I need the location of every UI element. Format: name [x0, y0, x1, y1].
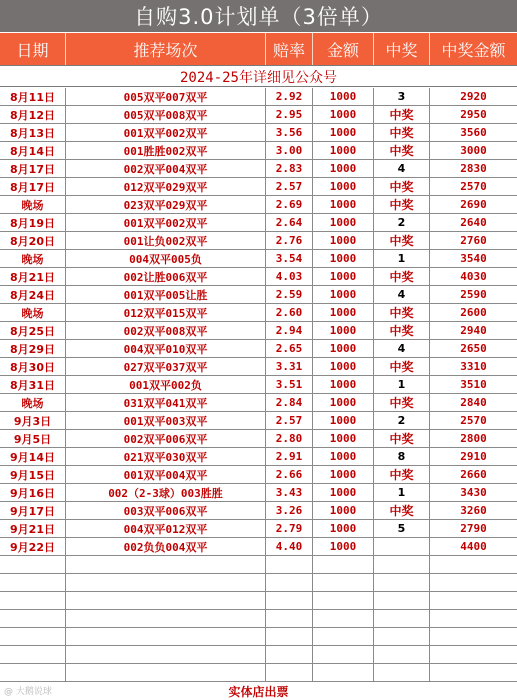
cell-amount: 1000 — [313, 484, 374, 501]
cell-amount: 1000 — [313, 268, 374, 285]
empty-cell — [374, 610, 430, 627]
empty-cell — [0, 592, 66, 609]
cell-date: 8月31日 — [0, 376, 66, 393]
cell-amount: 1000 — [313, 412, 374, 429]
cell-match: 027双平037双平 — [66, 358, 266, 375]
empty-rows — [0, 556, 517, 682]
cell-date: 9月14日 — [0, 448, 66, 465]
cell-match: 001双平005让胜 — [66, 286, 266, 303]
empty-cell — [0, 574, 66, 591]
empty-cell — [374, 556, 430, 573]
empty-cell — [430, 592, 517, 609]
cell-payout: 2640 — [460, 216, 487, 229]
cell-match: 004双平010双平 — [66, 340, 266, 357]
cell-date: 8月21日 — [0, 268, 66, 285]
empty-row — [0, 574, 517, 592]
empty-cell — [430, 646, 517, 663]
cell-result: 中奖 — [374, 196, 430, 213]
cell-payout: 2570 — [460, 414, 487, 427]
cell-match: 012双平029双平 — [66, 178, 266, 195]
empty-cell — [266, 574, 313, 591]
empty-cell — [374, 664, 430, 681]
cell-match: 001双平002负 — [66, 376, 266, 393]
empty-cell — [313, 610, 374, 627]
empty-row — [0, 556, 517, 574]
cell-match: 002负负004双平 — [66, 538, 266, 555]
cell-payout: 3430 — [460, 486, 487, 499]
cell-result: 中奖 — [374, 124, 430, 141]
cell-date: 8月11日 — [0, 88, 66, 105]
cell-amount: 1000 — [313, 394, 374, 411]
header-match: 推荐场次 — [66, 33, 266, 65]
empty-cell — [266, 556, 313, 573]
cell-date: 8月24日 — [0, 286, 66, 303]
empty-cell — [66, 556, 266, 573]
cell-match: 021双平030双平 — [66, 448, 266, 465]
cell-amount: 1000 — [313, 196, 374, 213]
table-row — [0, 466, 517, 484]
cell-match: 002双平006双平 — [66, 430, 266, 447]
cell-match: 001双平004双平 — [66, 466, 266, 483]
cell-match: 002双平004双平 — [66, 160, 266, 177]
table-row — [0, 520, 517, 538]
table-row — [0, 268, 517, 286]
cell-payout: 2760 — [460, 234, 487, 247]
cell-match: 023双平029双平 — [66, 196, 266, 213]
table-row — [0, 430, 517, 448]
empty-cell — [266, 646, 313, 663]
empty-cell — [66, 574, 266, 591]
cell-match: 005双平008双平 — [66, 106, 266, 123]
cell-odds: 2.66 — [266, 466, 313, 483]
empty-cell — [66, 664, 266, 681]
cell-payout: 2600 — [460, 306, 487, 319]
cell-date: 8月17日 — [0, 178, 66, 195]
cell-date: 8月17日 — [0, 160, 66, 177]
cell-amount: 1000 — [313, 88, 374, 105]
cell-result: 中奖 — [374, 466, 430, 483]
table-row — [0, 502, 517, 520]
cell-date: 8月29日 — [0, 340, 66, 357]
cell-result: 中奖 — [374, 178, 430, 195]
cell-payout: 3000 — [460, 144, 487, 157]
table-row — [0, 88, 517, 106]
cell-amount: 1000 — [313, 358, 374, 375]
cell-date: 8月14日 — [0, 142, 66, 159]
empty-cell — [66, 592, 266, 609]
empty-cell — [430, 574, 517, 591]
cell-date: 晚场 — [0, 304, 66, 321]
footer-note: 实体店出票 — [228, 684, 289, 699]
empty-cell — [266, 592, 313, 609]
empty-row — [0, 628, 517, 646]
table-row — [0, 142, 517, 160]
empty-cell — [430, 610, 517, 627]
cell-result: 1 — [374, 376, 430, 393]
cell-payout: 2920 — [460, 90, 487, 103]
cell-result: 4 — [374, 160, 430, 177]
cell-odds: 2.76 — [266, 232, 313, 249]
empty-cell — [313, 592, 374, 609]
cell-odds: 2.79 — [266, 520, 313, 537]
cell-amount: 1000 — [313, 286, 374, 303]
header-odds: 赔率 — [266, 33, 313, 65]
cell-payout: 2830 — [460, 162, 487, 175]
cell-date: 9月5日 — [0, 430, 66, 447]
cell-result: 8 — [374, 448, 430, 465]
cell-amount: 1000 — [313, 178, 374, 195]
empty-cell — [66, 628, 266, 645]
cell-result: 4 — [374, 286, 430, 303]
cell-payout: 2950 — [460, 108, 487, 121]
empty-cell — [430, 664, 517, 681]
cell-odds: 3.00 — [266, 142, 313, 159]
empty-row — [0, 610, 517, 628]
cell-date: 9月15日 — [0, 466, 66, 483]
cell-amount: 1000 — [313, 502, 374, 519]
cell-match: 002让胜006双平 — [66, 268, 266, 285]
cell-amount: 1000 — [313, 538, 374, 555]
cell-payout: 2660 — [460, 468, 487, 481]
cell-odds: 2.91 — [266, 448, 313, 465]
empty-cell — [313, 574, 374, 591]
table-row — [0, 124, 517, 142]
cell-payout: 2840 — [460, 396, 487, 409]
cell-amount: 1000 — [313, 448, 374, 465]
table-row — [0, 322, 517, 340]
cell-payout: 3510 — [460, 378, 487, 391]
empty-cell — [374, 592, 430, 609]
cell-odds: 2.60 — [266, 304, 313, 321]
header-payout: 中奖金额 — [441, 40, 506, 60]
empty-cell — [0, 628, 66, 645]
cell-payout: 3540 — [460, 252, 487, 265]
cell-odds: 2.59 — [266, 286, 313, 303]
cell-payout: 4030 — [460, 270, 487, 283]
empty-cell — [374, 574, 430, 591]
empty-cell — [430, 628, 517, 645]
cell-match: 031双平041双平 — [66, 394, 266, 411]
cell-date: 8月20日 — [0, 232, 66, 249]
table-row — [0, 376, 517, 394]
cell-match: 001双平003双平 — [66, 412, 266, 429]
cell-result: 中奖 — [374, 304, 430, 321]
cell-match: 001双平002双平 — [66, 214, 266, 231]
cell-match: 004双平012双平 — [66, 520, 266, 537]
cell-odds: 3.54 — [266, 250, 313, 267]
cell-result: 2 — [374, 214, 430, 231]
cell-amount: 1000 — [313, 124, 374, 141]
empty-row — [0, 592, 517, 610]
cell-date: 8月19日 — [0, 214, 66, 231]
cell-odds: 2.64 — [266, 214, 313, 231]
table-row — [0, 160, 517, 178]
cell-match: 004双平005负 — [66, 250, 266, 267]
sheet-title: 自购3.0计划单（3倍单） — [0, 0, 517, 33]
season-note: 2024-25年详细见公众号 — [0, 67, 517, 87]
cell-result: 中奖 — [374, 430, 430, 447]
table-row — [0, 412, 517, 430]
cell-result: 中奖 — [374, 142, 430, 159]
cell-payout: 2940 — [460, 324, 487, 337]
cell-amount: 1000 — [313, 106, 374, 123]
cell-odds: 4.03 — [266, 268, 313, 285]
data-rows — [0, 88, 517, 556]
cell-odds: 3.43 — [266, 484, 313, 501]
header-date: 日期 — [0, 33, 66, 65]
cell-result: 5 — [374, 520, 430, 537]
cell-odds: 2.94 — [266, 322, 313, 339]
cell-payout: 2910 — [460, 450, 487, 463]
cell-match: 012双平015双平 — [66, 304, 266, 321]
cell-payout: 2790 — [460, 522, 487, 535]
cell-match: 001双平002双平 — [66, 124, 266, 141]
cell-amount: 1000 — [313, 160, 374, 177]
cell-result: 1 — [374, 484, 430, 501]
cell-amount: 1000 — [313, 214, 374, 231]
cell-odds: 3.51 — [266, 376, 313, 393]
table-row — [0, 394, 517, 412]
table-row — [0, 214, 517, 232]
empty-row — [0, 646, 517, 664]
cell-result — [374, 538, 430, 555]
table-row — [0, 484, 517, 502]
cell-odds: 3.26 — [266, 502, 313, 519]
cell-odds: 2.95 — [266, 106, 313, 123]
cell-payout: 2800 — [460, 432, 487, 445]
cell-date: 晚场 — [0, 196, 66, 213]
cell-date: 9月17日 — [0, 502, 66, 519]
cell-result: 中奖 — [374, 268, 430, 285]
header-result: 中奖 — [374, 33, 430, 65]
cell-amount: 1000 — [313, 340, 374, 357]
cell-odds: 2.80 — [266, 430, 313, 447]
cell-amount: 1000 — [313, 322, 374, 339]
cell-result: 1 — [374, 250, 430, 267]
cell-payout: 2570 — [460, 180, 487, 193]
cell-date: 8月13日 — [0, 124, 66, 141]
cell-date: 9月22日 — [0, 538, 66, 555]
empty-cell — [313, 556, 374, 573]
table-header — [0, 33, 517, 66]
table-row — [0, 358, 517, 376]
cell-odds: 2.83 — [266, 160, 313, 177]
cell-date: 8月12日 — [0, 106, 66, 123]
cell-match: 002（2-3球）003胜胜 — [66, 484, 266, 501]
cell-result: 中奖 — [374, 232, 430, 249]
table-row — [0, 304, 517, 322]
table-row — [0, 250, 517, 268]
cell-odds: 2.65 — [266, 340, 313, 357]
cell-amount: 1000 — [313, 466, 374, 483]
cell-result: 4 — [374, 340, 430, 357]
table-row — [0, 340, 517, 358]
cell-odds: 2.69 — [266, 196, 313, 213]
empty-cell — [0, 556, 66, 573]
empty-cell — [266, 610, 313, 627]
cell-payout: 3260 — [460, 504, 487, 517]
empty-cell — [313, 646, 374, 663]
cell-payout: 2650 — [460, 342, 487, 355]
empty-row — [0, 664, 517, 682]
cell-amount: 1000 — [313, 520, 374, 537]
empty-cell — [66, 610, 266, 627]
cell-amount: 1000 — [313, 376, 374, 393]
cell-date: 晚场 — [0, 250, 66, 267]
cell-payout: 2690 — [460, 198, 487, 211]
cell-result: 2 — [374, 412, 430, 429]
table-row — [0, 196, 517, 214]
cell-match: 002双平008双平 — [66, 322, 266, 339]
cell-date: 9月21日 — [0, 520, 66, 537]
cell-odds: 3.31 — [266, 358, 313, 375]
cell-result: 中奖 — [374, 502, 430, 519]
empty-cell — [66, 646, 266, 663]
cell-match: 005双平007双平 — [66, 88, 266, 105]
cell-match: 001胜胜002双平 — [66, 142, 266, 159]
empty-cell — [0, 610, 66, 627]
cell-result: 中奖 — [374, 358, 430, 375]
cell-odds: 3.56 — [266, 124, 313, 141]
cell-date: 晚场 — [0, 394, 66, 411]
table-row — [0, 106, 517, 124]
cell-payout: 4400 — [460, 540, 487, 553]
cell-amount: 1000 — [313, 142, 374, 159]
table-row — [0, 178, 517, 196]
cell-result: 3 — [374, 88, 430, 105]
cell-date: 8月30日 — [0, 358, 66, 375]
cell-odds: 2.84 — [266, 394, 313, 411]
table-row — [0, 538, 517, 556]
empty-cell — [266, 664, 313, 681]
cell-date: 8月25日 — [0, 322, 66, 339]
table-row — [0, 448, 517, 466]
cell-date: 9月3日 — [0, 412, 66, 429]
cell-match: 003双平006双平 — [66, 502, 266, 519]
cell-amount: 1000 — [313, 304, 374, 321]
cell-amount: 1000 — [313, 430, 374, 447]
cell-payout: 2590 — [460, 288, 487, 301]
empty-cell — [313, 664, 374, 681]
empty-cell — [313, 628, 374, 645]
cell-odds: 2.92 — [266, 88, 313, 105]
empty-cell — [0, 646, 66, 663]
cell-amount: 1000 — [313, 232, 374, 249]
empty-cell — [374, 628, 430, 645]
empty-cell — [0, 664, 66, 681]
watermark: @ 大鹅说球 — [4, 686, 52, 697]
empty-cell — [430, 556, 517, 573]
empty-cell — [266, 628, 313, 645]
cell-odds: 2.57 — [266, 178, 313, 195]
cell-result: 中奖 — [374, 322, 430, 339]
table-row — [0, 286, 517, 304]
cell-payout: 3560 — [460, 126, 487, 139]
cell-result: 中奖 — [374, 394, 430, 411]
header-amount: 金额 — [313, 33, 374, 65]
cell-amount: 1000 — [313, 250, 374, 267]
cell-payout: 3310 — [460, 360, 487, 373]
cell-date: 9月16日 — [0, 484, 66, 501]
table-row — [0, 232, 517, 250]
cell-odds: 2.57 — [266, 412, 313, 429]
empty-cell — [374, 646, 430, 663]
cell-match: 001让负002双平 — [66, 232, 266, 249]
cell-result: 中奖 — [374, 106, 430, 123]
cell-odds: 4.40 — [266, 538, 313, 555]
